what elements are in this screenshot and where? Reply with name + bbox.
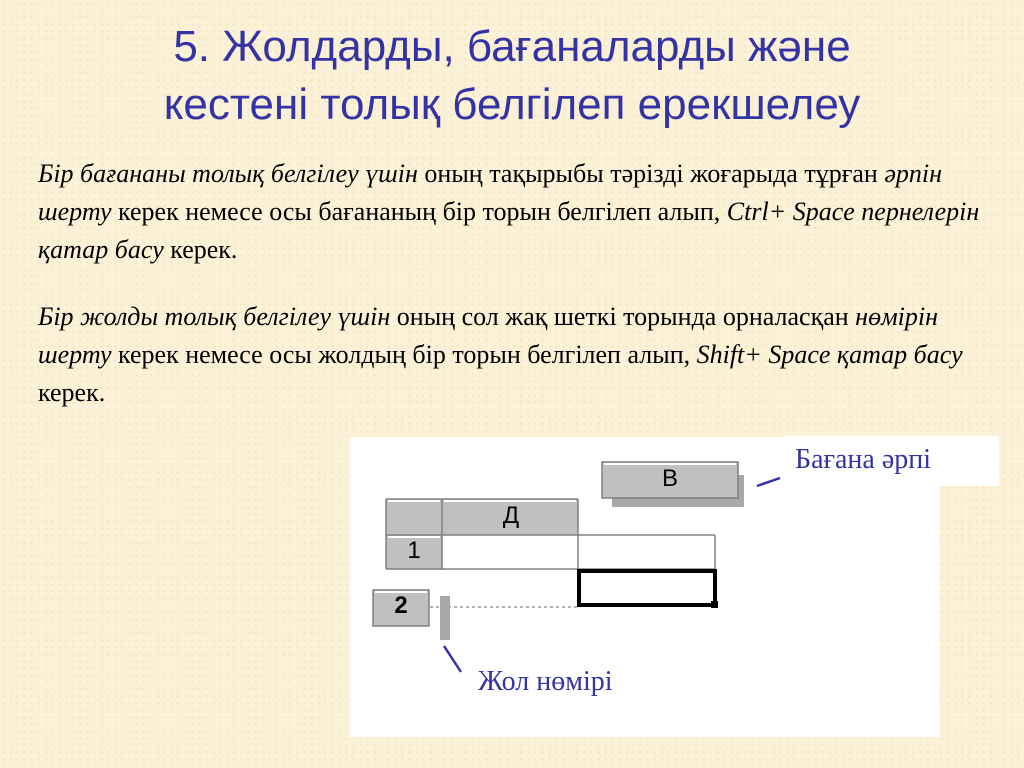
- row-pointer-line: [444, 646, 461, 672]
- column-header-a[interactable]: Д: [502, 502, 520, 529]
- para2-text-3: керек.: [38, 378, 106, 407]
- para1-text-3: керек.: [163, 235, 238, 264]
- column-header-b[interactable]: B: [661, 465, 678, 492]
- para2-italic-2: нөмірін шерту: [38, 302, 939, 369]
- title-line-1: 5. Жолдарды, бағаналарды және: [173, 22, 851, 71]
- active-cell: [579, 571, 715, 605]
- para1-text-2: керек немесе осы бағананың бір торын белгілеп алып,: [111, 197, 727, 226]
- para1-italic-1: Бір бағананы толық белгілеу үшін: [38, 159, 418, 188]
- title-line-2: кестені толық белгілеп ерекшелеу: [163, 80, 861, 129]
- para1-text-1: оның тақырыбы тәрізді жоғарыда тұрған: [417, 159, 885, 188]
- column-pointer-line: [757, 478, 780, 486]
- para2-italic-1: Бір жолды толық белгілеу үшін: [38, 302, 391, 331]
- para2-text-2: керек немесе осы жолдың бір торын белгілеп алып,: [111, 340, 697, 369]
- para2-text-1: оның сол жақ шеткі торында орналасқан: [390, 302, 856, 331]
- column-letter-label: Бағана әрпі: [795, 444, 932, 475]
- row-header-2[interactable]: 2: [394, 592, 408, 619]
- row-number-label: Жол нөмірі: [478, 666, 613, 697]
- para1-italic-2: әрпін шерту: [38, 159, 942, 226]
- para1-italic-3: Ctrl+ Space пернелерін қатар басу: [38, 197, 980, 264]
- para2-italic-3: Shift+ Space қатар басу: [696, 340, 963, 369]
- row-2-shadow: [440, 596, 450, 640]
- fill-handle: [711, 601, 718, 608]
- row-header-1[interactable]: 1: [407, 537, 421, 564]
